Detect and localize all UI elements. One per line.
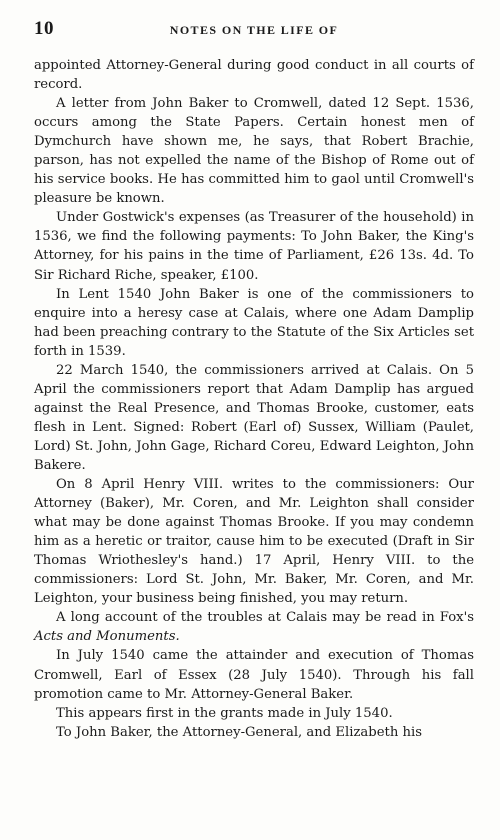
paragraph-7 [34,608,474,646]
running-title: NOTES ON THE LIFE OF [169,23,339,37]
body-text [34,56,474,742]
paragraph-1: appointed Attorney-General during good conduct in all courts of record. [34,58,474,93]
paragraph-5: 22 March 1540, the commissioners arrived at Calais. On 5 April the commissioners report that Adam Damplip has argued against the Real Presence, and Thomas Brooke, customer, eats flesh in Lent. Signed: Robert (Earl of) Sussex, William (Paulet, Lord) St. John, John Gage, Richard Coreu, Edward Leighton, John Bakere. [34,362,474,473]
paragraph-2: A letter from John Baker to Cromwell, dated 12 Sept. 1536, occurs among the State Papers. Certain honest men of Dymchurch have shown me, he says, that Robert Brachie, parson, has not expelled the name of the Bishop of Rome out of his service books. He has committed him to gaol until Cromwell's pleasure be known. [34,96,474,207]
paragraph-4: In Lent 1540 John Baker is one of the commissioners to enquire into a heresy case at Calais, where one Adam Damplip had been preaching contrary to the Statute of the Six Articles set forth in 1539. [34,286,474,359]
paragraph-9: This appears first in the grants made in July 1540. [56,705,393,721]
paragraph-3: Under Gostwick's expenses (as Treasurer of the household) in 1536, we find the following payments: To John Baker, the King's Attorney, for his pains in the time of Parliament, £26 13s. 4d. To Sir Richard Riche, speaker, £100. [34,210,474,283]
paragraph-7-text: A long account of the troubles at Calais may be read in Fox's [56,610,474,626]
paragraph-10: To John Baker, the Attorney-General, and Elizabeth his [56,724,422,740]
page-number: 10 [34,18,54,39]
running-head [34,18,474,42]
paragraph-6: On 8 April Henry VIII. writes to the commissioners: Our Attorney (Baker), Mr. Coren, and Mr. Leighton shall consider what may be done against Thomas Brooke. If you may condemn him as a heretic or traitor, cause him to be executed (Draft in Sir Thomas Wriothesley's hand.) 17 April, Henry VIII. to the commissioners: Lord St. John, Mr. Baker, Mr. Coren, and Mr. Leighton, your business being finished, you may return. [34,477,474,607]
book-title-citation: Acts and Monuments. [34,629,180,645]
paragraph-8: In July 1540 came the attainder and execution of Thomas Cromwell, Earl of Essex (28 July 1540). Through his fall promotion came to Mr. Attorney-General Baker. [34,648,474,702]
